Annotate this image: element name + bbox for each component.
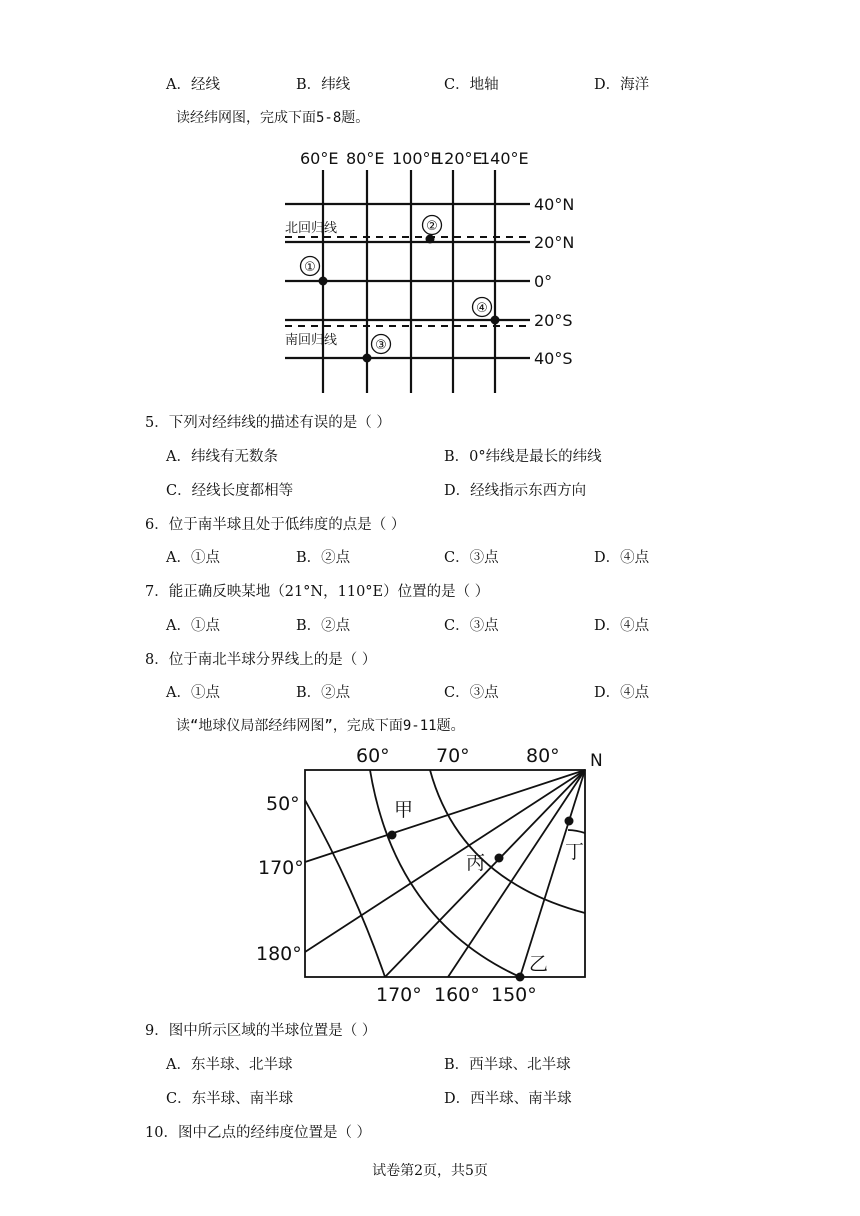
tropic-of-cancer-label: 北回归线 — [285, 221, 338, 236]
lat-label: 0° — [534, 272, 553, 291]
parallel-arc — [370, 770, 520, 977]
q8-option-a: A．①点 — [166, 685, 220, 701]
option-b: B．纬线 — [296, 77, 351, 93]
q7-option-c: C．③点 — [444, 618, 499, 634]
q5-option-a: A．纬线有无数条 — [166, 449, 278, 465]
parallel-arc — [568, 830, 585, 833]
meridian-ray — [520, 770, 585, 977]
point-yi-dot — [516, 973, 525, 982]
graticule-map — [270, 140, 600, 395]
globe-graticule-map — [250, 740, 620, 1010]
q6-option-c: C．③点 — [444, 550, 499, 566]
point-4-label: ④ — [476, 301, 488, 316]
q5-option-d: D．经线指示东西方向 — [444, 483, 587, 499]
point-1-label: ① — [304, 260, 316, 275]
q5-option-b: B．0°纬线是最长的纬线 — [444, 449, 602, 465]
top-label: 80° — [526, 745, 560, 767]
lon-label: 100°E — [392, 149, 441, 168]
point-3-dot — [363, 354, 372, 363]
question-6: 6．位于南半球且处于低纬度的点是（ ） — [145, 517, 406, 533]
question-9: 9．图中所示区域的半球位置是（ ） — [145, 1023, 377, 1039]
question-5: 5．下列对经纬线的描述有误的是（ ） — [145, 415, 391, 431]
lat-label: 40°S — [534, 349, 573, 368]
point-jia-dot — [388, 831, 397, 840]
left-label: 170° — [258, 857, 304, 879]
left-label: 50° — [266, 793, 300, 815]
meridian-ray — [305, 770, 585, 862]
q6-option-b: B．②点 — [296, 550, 351, 566]
lat-label: 20°N — [534, 233, 575, 252]
page-footer: 试卷第2页，共5页 — [372, 1163, 488, 1179]
q9-option-a: A．东半球、北半球 — [166, 1057, 293, 1073]
lat-label: 20°S — [534, 311, 573, 330]
point-3-label: ③ — [375, 338, 387, 353]
question-8: 8．位于南北半球分界线上的是（ ） — [145, 652, 377, 668]
point-2-dot — [426, 235, 435, 244]
point-ding-label: 丁 — [565, 841, 585, 863]
pole-label: N — [590, 751, 603, 771]
question-7: 7．能正确反映某地（21°N，110°E）位置的是（ ） — [145, 584, 490, 600]
top-label: 60° — [356, 745, 390, 767]
point-bing-label: 丙 — [466, 852, 486, 874]
point-2-label: ② — [426, 219, 438, 234]
q7-option-d: D．④点 — [594, 618, 650, 634]
point-4-dot — [491, 316, 500, 325]
q9-option-b: B．西半球、北半球 — [444, 1057, 571, 1073]
point-yi-label: 乙 — [529, 953, 549, 975]
q8-option-d: D．④点 — [594, 685, 650, 701]
lon-label: 120°E — [434, 149, 483, 168]
point-ding-dot — [565, 817, 574, 826]
lon-label: 80°E — [346, 149, 385, 168]
q6-option-d: D．④点 — [594, 550, 650, 566]
top-label: 70° — [436, 745, 470, 767]
q7-option-b: B．②点 — [296, 618, 351, 634]
lat-label: 40°N — [534, 195, 575, 214]
bottom-label: 170° — [376, 984, 422, 1006]
q6-option-a: A．①点 — [166, 550, 220, 566]
lon-label: 140°E — [480, 149, 529, 168]
q7-option-a: A．①点 — [166, 618, 220, 634]
option-c: C．地轴 — [444, 77, 499, 93]
intro-5-8: 读经纬网图，完成下面5-8题。 — [176, 110, 370, 126]
bottom-label: 150° — [491, 984, 537, 1006]
option-a: A．经线 — [166, 77, 220, 93]
lon-label: 60°E — [300, 149, 339, 168]
q9-option-c: C．东半球、南半球 — [166, 1091, 294, 1107]
map-frame — [305, 770, 585, 977]
bottom-label: 160° — [434, 984, 480, 1006]
left-label: 180° — [256, 943, 302, 965]
q5-option-c: C．经线长度都相等 — [166, 483, 294, 499]
q8-option-c: C．③点 — [444, 685, 499, 701]
point-jia-label: 甲 — [394, 799, 414, 821]
point-bing-dot — [495, 854, 504, 863]
tropic-of-capricorn-label: 南回归线 — [285, 333, 338, 348]
q9-option-d: D．西半球、南半球 — [444, 1091, 572, 1107]
parallel-arc — [305, 800, 385, 977]
question-10: 10．图中乙点的经纬度位置是（ ） — [145, 1125, 372, 1141]
intro-9-11: 读“地球仪局部经纬网图”，完成下面9-11题。 — [176, 718, 465, 734]
option-d: D．海洋 — [594, 77, 650, 93]
q8-option-b: B．②点 — [296, 685, 351, 701]
point-1-dot — [319, 277, 328, 286]
